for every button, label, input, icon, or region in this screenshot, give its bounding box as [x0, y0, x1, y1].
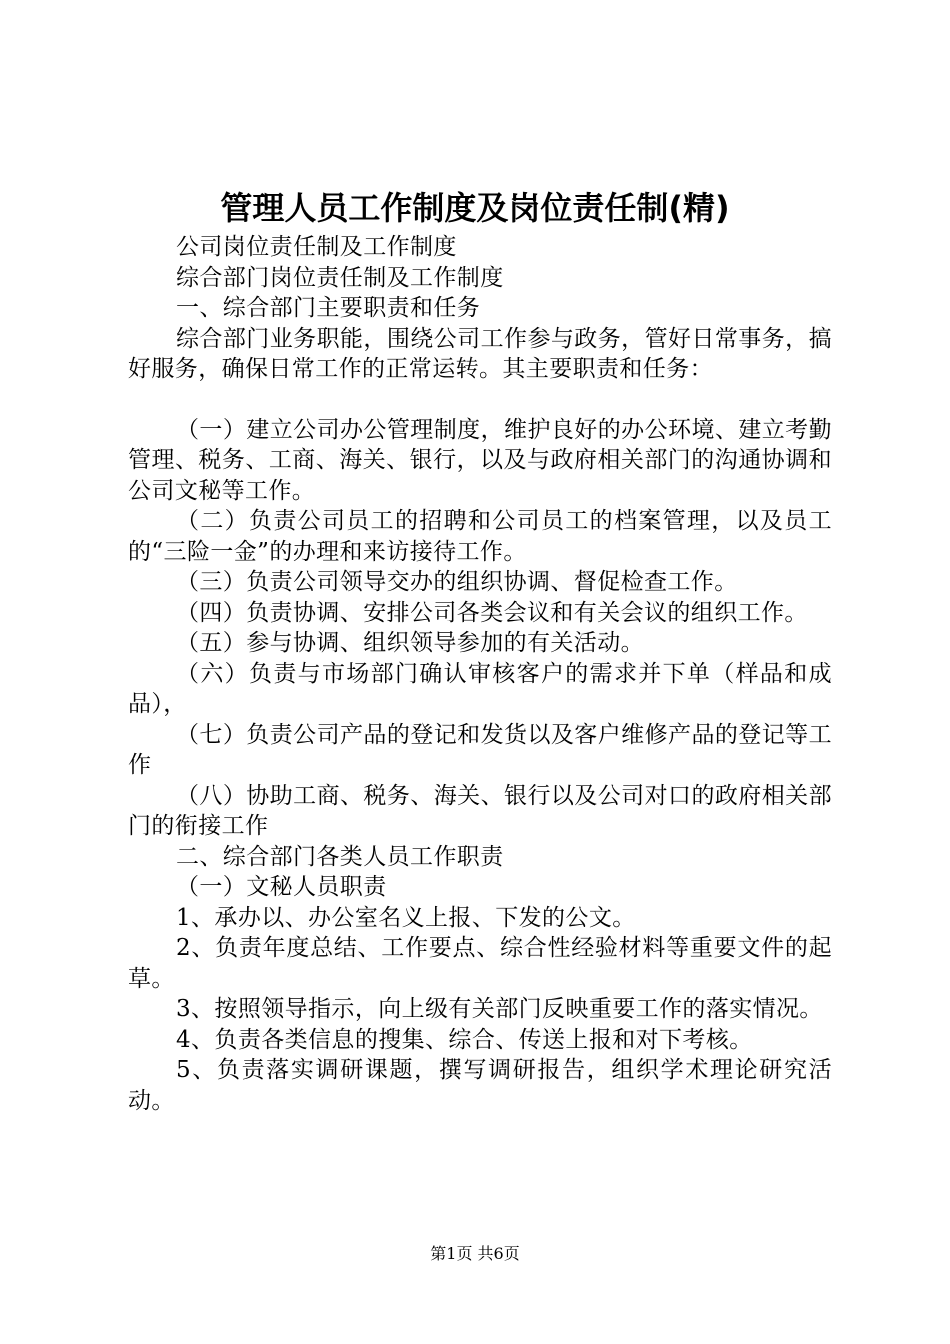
list-item: 1、承办以、办公室名义上报、下发的公文。 [176, 904, 636, 931]
page-number-footer: 第1页 共6页 [430, 1244, 520, 1263]
list-item: （五）参与协调、组织领导参加的有关活动。 [176, 630, 644, 656]
list-item: （一）建立公司办公管理制度，维护良好的办公环境、建立考勤管理、税务、工商、海关、银行，以及与政府相关部门的沟通协调和公司文秘等工作。 [128, 416, 832, 504]
list-item: （四）负责协调、安排公司各类会议和有关会议的组织工作。 [176, 599, 808, 626]
list-item: （二）负责公司员工的招聘和公司员工的档案管理，以及员工的“三险一金”的办理和来访接待工作。 [128, 508, 832, 565]
subsection-heading: （一）文秘人员职责 [176, 874, 387, 900]
list-item: （八）协助工商、税务、海关、银行以及公司对口的政府相关部门的衔接工作 [128, 782, 832, 839]
section-heading: 二、综合部门各类人员工作职责 [176, 843, 504, 870]
document-body [128, 232, 832, 1116]
document-title: 管理人员工作制度及岗位责任制(精) [220, 189, 730, 227]
list-item: （六）负责与市场部门确认审核客户的需求并下单（样品和成品）， [128, 660, 832, 717]
list-item: （七）负责公司产品的登记和发货以及客户维修产品的登记等工作 [128, 721, 832, 778]
paragraph: 公司岗位责任制及工作制度 [176, 234, 457, 260]
list-item: 4、负责各类信息的搜集、综合、传送上报和对下考核。 [176, 1026, 753, 1053]
list-item: 5、负责落实调研课题，撰写调研报告，组织学术理论研究活动。 [128, 1057, 832, 1114]
section-heading: 一、综合部门主要职责和任务 [176, 295, 481, 321]
list-item: （三）负责公司领导交办的组织协调、督促检查工作。 [176, 569, 738, 595]
list-item: 2、负责年度总结、工作要点、综合性经验材料等重要文件的起草。 [128, 935, 832, 992]
list-item: 3、按照领导指示，向上级有关部门反映重要工作的落实情况。 [176, 996, 823, 1022]
paragraph: 综合部门岗位责任制及工作制度 [176, 264, 504, 291]
paragraph: 综合部门业务职能，围绕公司工作参与政务，管好日常事务，搞好服务，确保日常工作的正常运转。其主要职责和任务： [128, 325, 832, 382]
